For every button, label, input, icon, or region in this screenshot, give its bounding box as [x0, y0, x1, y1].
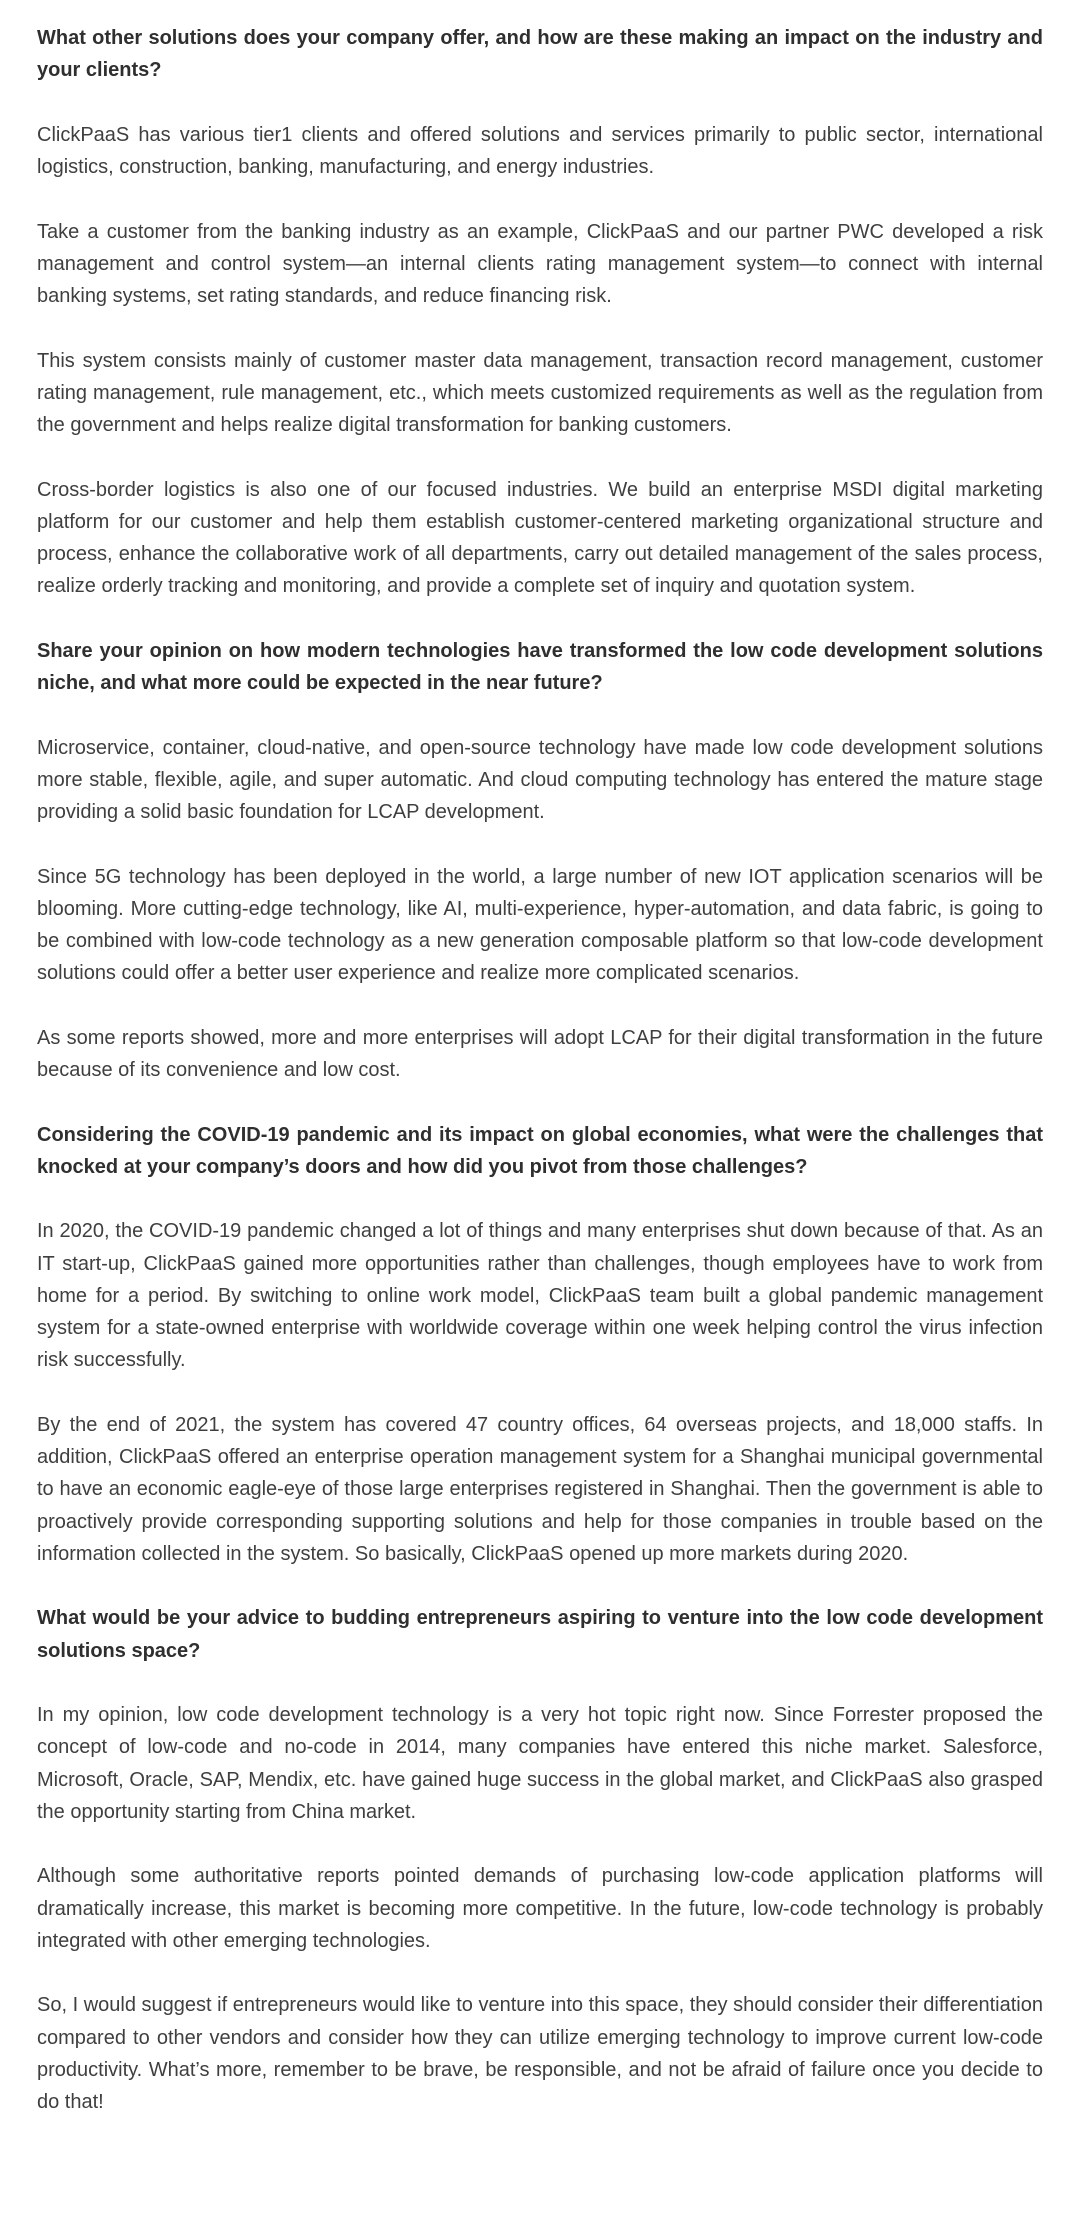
question-heading: What other solutions does your company offer, and how are these making an impact on the industry and your clients?	[37, 27, 1043, 82]
question-heading: What would be your advice to budding entrepreneurs aspiring to venture into the low code development solutions space?	[37, 1607, 1043, 1662]
answer-paragraph: So, I would suggest if entrepreneurs would like to venture into this space, they should consider their differentiation compared to other vendors and consider how they can utilize emerging technology to improve current low-code productivity. What’s more, remember to be brave, be responsible, and not be afraid of failure once you decide to do that!	[37, 1994, 1043, 2113]
answer-paragraph: ClickPaaS has various tier1 clients and offered solutions and services primarily to public sector, international logistics, construction, banking, manufacturing, and energy industries.	[37, 123, 1043, 178]
answer-paragraph: As some reports showed, more and more enterprises will adopt LCAP for their digital transformation in the future because of its convenience and low cost.	[37, 1026, 1043, 1081]
answer-paragraph: Take a customer from the banking industry as an example, ClickPaaS and our partner PWC developed a risk management and control system—an internal clients rating management system—to connect with internal banking systems, set rating standards, and reduce financing risk.	[37, 220, 1043, 307]
answer-paragraph: Cross-border logistics is also one of our focused industries. We build an enterprise MSDI digital marketing platform for our customer and help them establish customer-centered marketing organizational structure and process, enhance the collaborative work of all departments, carry out detailed management of the sales process, realize orderly tracking and monitoring, and provide a complete set of inquiry and quotation system.	[37, 478, 1043, 598]
question-heading: Share your opinion on how modern technologies have transformed the low code development solutions niche, and what more could be expected in the near future?	[37, 639, 1043, 694]
answer-paragraph: In my opinion, low code development technology is a very hot topic right now. Since Forrester proposed the concept of low-code and no-code in 2014, many companies have entered this niche market. Salesforce, Microsoft, Oracle, SAP, Mendix, etc. have gained huge success in the global market, and ClickPaaS also grasped the opportunity starting from China market.	[37, 1704, 1043, 1823]
answer-paragraph: This system consists mainly of customer master data management, transaction record management, customer rating management, rule management, etc., which meets customized requirements as well as the regulation from the government and helps realize digital transformation for banking customers.	[37, 349, 1043, 436]
question-heading: Considering the COVID-19 pandemic and its impact on global economies, what were the challenges that knocked at your company’s doors and how did you pivot from those challenges?	[37, 1123, 1043, 1178]
answer-paragraph: Although some authoritative reports pointed demands of purchasing low-code application platforms will dramatically increase, this market is becoming more competitive. In the future, low-code technology is probably integrated with other emerging technologies.	[37, 1865, 1043, 1952]
answer-paragraph: By the end of 2021, the system has covered 47 country offices, 64 overseas projects, and 18,000 staffs. In addition, ClickPaaS offered an enterprise operation management system for a Shanghai municipal governmental to have an economic eagle-eye of those large enterprises registered in Shanghai. Then the government is able to proactively provide corresponding supporting solutions and help for those companies in trouble based on the information collected in the system. So basically, ClickPaaS opened up more markets during 2020.	[37, 1413, 1043, 1565]
answer-paragraph: Microservice, container, cloud-native, and open-source technology have made low code development solutions more stable, flexible, agile, and super automatic. And cloud computing technology has entered the mature stage providing a solid basic foundation for LCAP development.	[37, 736, 1043, 823]
answer-paragraph: In 2020, the COVID-19 pandemic changed a lot of things and many enterprises shut down because of that. As an IT start-up, ClickPaaS gained more opportunities rather than challenges, though employees have to work from home for a period. By switching to online work model, ClickPaaS team built a global pandemic management system for a state-owned enterprise with worldwide coverage within one week helping control the virus infection risk successfully.	[37, 1220, 1043, 1372]
answer-paragraph: Since 5G technology has been deployed in the world, a large number of new IOT application scenarios will be blooming. More cutting-edge technology, like AI, multi-experience, hyper-automation, and data fabric, is going to be combined with low-code technology as a new generation composable platform so that low-code development solutions could offer a better user experience and realize more complicated scenarios.	[37, 865, 1043, 985]
